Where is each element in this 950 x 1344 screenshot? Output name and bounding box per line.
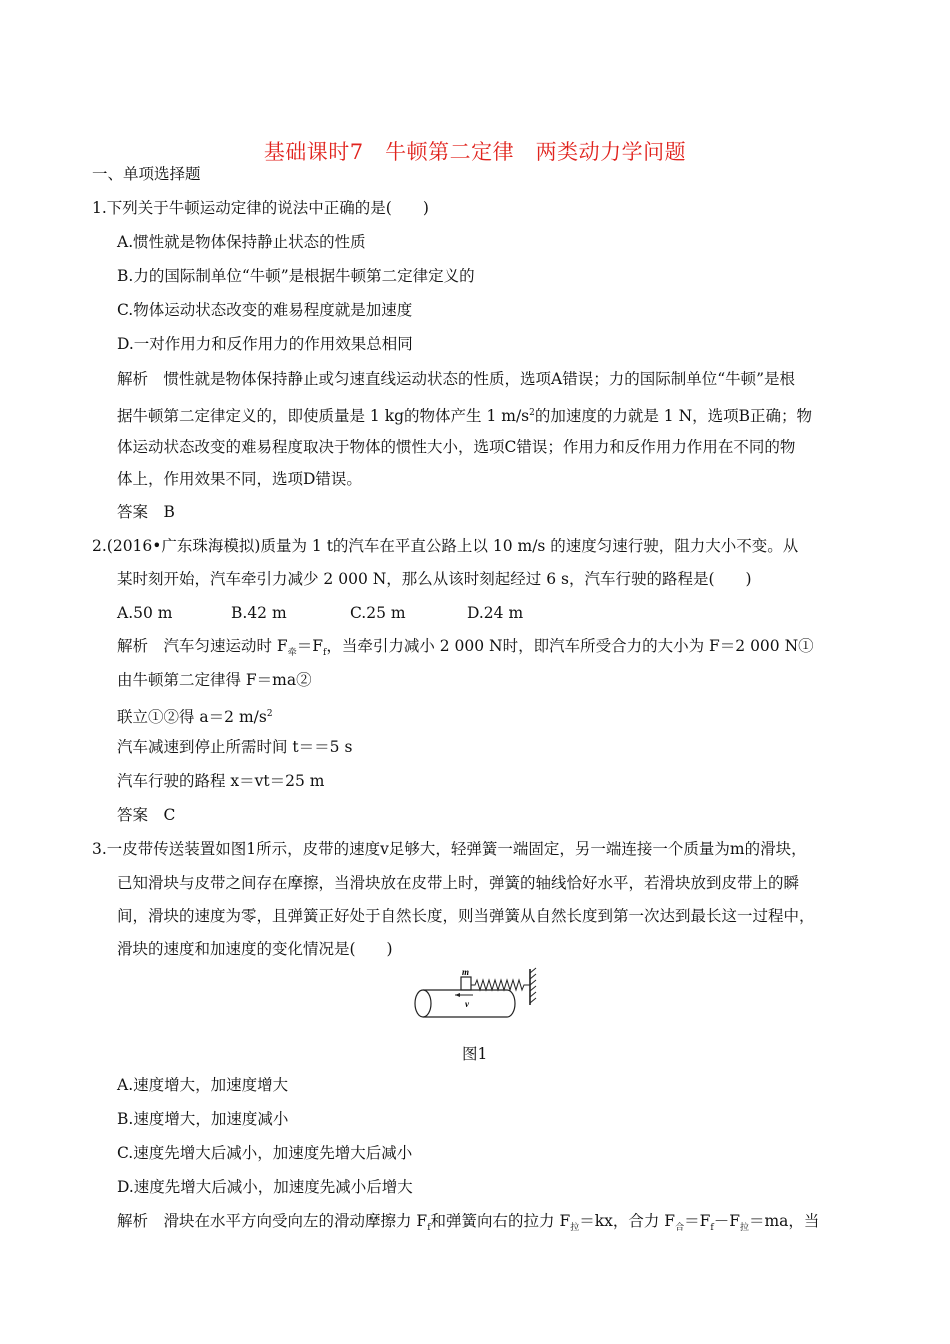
q2-analysis-line bbox=[117, 704, 273, 727]
q2-analysis-text: 解析 汽车匀速运动时 F bbox=[117, 637, 288, 655]
superscript-2: 2 bbox=[529, 408, 535, 418]
belt-right-end bbox=[507, 990, 515, 1017]
subscript: 牵 bbox=[287, 648, 297, 659]
q3-stem-line: 3.一皮带传送装置如图1所示，皮带的速度v足够大，轻弹簧一端固定，另一端连接一个质量为m的滑块， bbox=[92, 840, 807, 858]
subscript: 拉 bbox=[739, 1223, 749, 1234]
q3-option-d: D.速度先增大后减小，加速度先减小后增大 bbox=[117, 1178, 413, 1196]
q3-analysis-line bbox=[117, 1211, 819, 1238]
q2-analysis-line bbox=[117, 636, 814, 663]
q2-analysis-text: ＝F bbox=[296, 637, 323, 655]
q2-analysis-line: 由牛顿第二定律得 F＝ma② bbox=[117, 671, 312, 689]
q2-option-d: D.24 m bbox=[467, 604, 524, 622]
q1-analysis-text: 的加速度的力就是 1 N，选项B正确；物 bbox=[534, 407, 813, 426]
conveyor-belt-figure bbox=[405, 965, 545, 1035]
q2-stem-line: 2.(2016•广东珠海模拟)质量为 1 t的汽车在平直公路上以 10 m/s 的速度匀速行驶，阻力大小不变。从 bbox=[92, 537, 799, 555]
q2-option-a: A.50 m bbox=[117, 604, 173, 622]
subscript: f bbox=[427, 1223, 431, 1234]
q2-option-c: C.25 m bbox=[350, 604, 406, 622]
q1-analysis-line: 解析 惯性就是物体保持静止或匀速直线运动状态的性质，选项A错误；力的国际制单位“牛顿”是根 bbox=[117, 370, 796, 388]
q1-analysis-line bbox=[117, 403, 812, 426]
q1-option-b: B.力的国际制单位“牛顿”是根据牛顿第二定律定义的 bbox=[117, 267, 475, 285]
wall-hatching bbox=[530, 968, 536, 1003]
q1-answer: 答案 B bbox=[117, 503, 175, 521]
q3-analysis-text: ＝F bbox=[684, 1212, 711, 1230]
velocity-label: v bbox=[465, 999, 469, 1009]
mass-label: m bbox=[462, 967, 470, 977]
subscript: 合 bbox=[675, 1223, 685, 1234]
q2-analysis-text: ，当牵引力减小 2 000 N时，即汽车所受合力的大小为 F＝2 000 N① bbox=[326, 637, 814, 655]
figure-caption: 图1 bbox=[462, 1045, 488, 1063]
slider-block bbox=[461, 977, 471, 990]
q2-analysis-text: 联立①②得 a＝2 m/s bbox=[117, 708, 267, 727]
q1-option-c: C.物体运动状态改变的难易程度就是加速度 bbox=[117, 301, 413, 319]
q3-analysis-text: 和弹簧向右的拉力 F bbox=[430, 1212, 571, 1230]
q2-option-b: B.42 m bbox=[231, 604, 287, 622]
subscript: f bbox=[322, 648, 327, 659]
arrowhead-icon bbox=[455, 993, 460, 997]
subscript: 拉 bbox=[570, 1223, 580, 1234]
q2-stem-line: 某时刻开始，汽车牵引力减少 2 000 N，那么从该时刻起经过 6 s，汽车行驶的路程是( ) bbox=[117, 570, 752, 588]
q3-stem-line: 间，滑块的速度为零，且弹簧正好处于自然长度，则当弹簧从自然长度到第一次达到最长这一过程中， bbox=[117, 907, 815, 925]
q1-option-d: D.一对作用力和反作用力的作用效果总相同 bbox=[117, 335, 413, 353]
q3-analysis-text: 解析 滑块在水平方向受向左的滑动摩擦力 F bbox=[117, 1212, 428, 1230]
q3-analysis-text: ＝kx，合力 F bbox=[579, 1212, 676, 1230]
q1-analysis-text: 据牛顿第二定律定义的，即使质量是 1 kg的物体产生 1 m/s bbox=[117, 407, 530, 426]
spring bbox=[471, 980, 530, 990]
q1-stem: 1.下列关于牛顿运动定律的说法中正确的是( ) bbox=[92, 199, 429, 217]
page-title: 基础课时7 牛顿第二定律 两类动力学问题 bbox=[263, 140, 687, 164]
q2-options bbox=[117, 603, 523, 623]
belt-left-end bbox=[415, 990, 431, 1017]
q3-option-b: B.速度增大，加速度减小 bbox=[117, 1110, 289, 1128]
q2-answer: 答案 C bbox=[117, 806, 176, 824]
q3-stem-line: 滑块的速度和加速度的变化情况是( ) bbox=[117, 940, 393, 958]
q3-option-c: C.速度先增大后减小，加速度先增大后减小 bbox=[117, 1144, 413, 1162]
q2-analysis-line: 汽车行驶的路程 x＝vt＝25 m bbox=[117, 772, 325, 790]
subscript: f bbox=[710, 1223, 714, 1234]
q3-analysis-text: ＝ma，当 bbox=[748, 1212, 820, 1230]
q1-option-a: A.惯性就是物体保持静止状态的性质 bbox=[117, 233, 366, 251]
q1-analysis-line: 体上，作用效果不同，选项D错误。 bbox=[117, 470, 362, 488]
superscript-2: 2 bbox=[266, 709, 273, 719]
q3-option-a: A.速度增大，加速度增大 bbox=[117, 1076, 289, 1094]
q3-analysis-text: －F bbox=[713, 1212, 740, 1230]
q2-analysis-line: 汽车减速到停止所需时间 t＝＝5 s bbox=[117, 738, 353, 756]
section-heading: 一、单项选择题 bbox=[92, 165, 201, 183]
q1-analysis-line: 体运动状态改变的难易程度取决于物体的惯性大小，选项C错误；作用力和反作用力作用在不同的物 bbox=[117, 438, 796, 456]
q3-stem-line: 已知滑块与皮带之间存在摩擦，当滑块放在皮带上时，弹簧的轴线恰好水平，若滑块放到皮带上的瞬 bbox=[117, 874, 800, 892]
